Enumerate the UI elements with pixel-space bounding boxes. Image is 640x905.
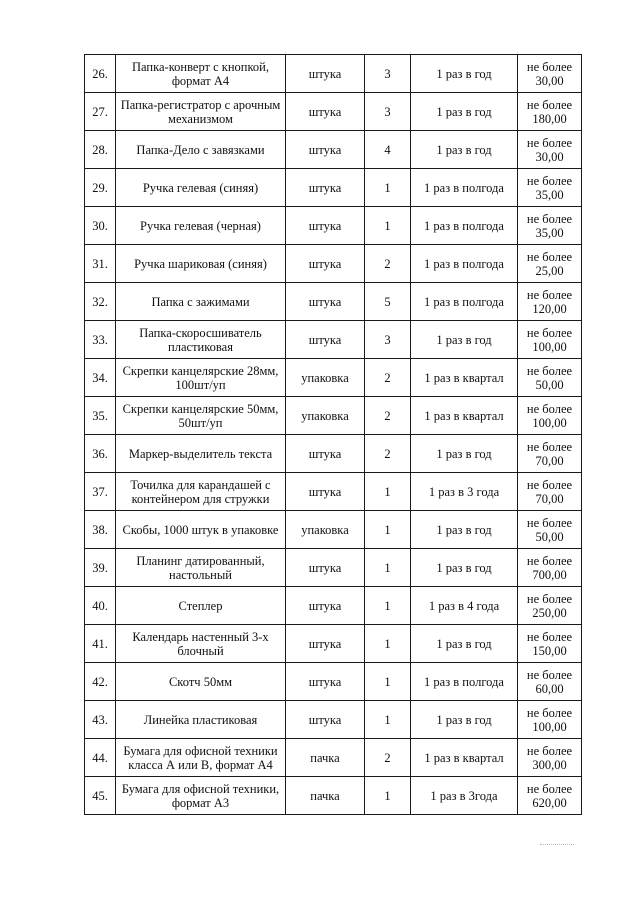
item-price: не более 60,00 [518, 663, 582, 701]
table-row [85, 131, 582, 169]
table-row [85, 549, 582, 587]
item-name: Скрепки канцелярские 28мм, 100шт/уп [116, 359, 286, 397]
item-unit: упаковка [286, 397, 365, 435]
item-quantity: 1 [365, 701, 411, 739]
item-price: не более 120,00 [518, 283, 582, 321]
row-number: 27. [85, 93, 116, 131]
table-row [85, 283, 582, 321]
item-quantity: 1 [365, 777, 411, 815]
item-frequency: 1 раз в полгода [411, 663, 518, 701]
item-unit: штука [286, 321, 365, 359]
item-price: не более 50,00 [518, 359, 582, 397]
item-price: не более 250,00 [518, 587, 582, 625]
table-row [85, 435, 582, 473]
item-name: Скрепки канцелярские 50мм, 50шт/уп [116, 397, 286, 435]
item-quantity: 5 [365, 283, 411, 321]
row-number: 40. [85, 587, 116, 625]
table-row [85, 93, 582, 131]
item-price: не более 50,00 [518, 511, 582, 549]
item-unit: штука [286, 93, 365, 131]
item-unit: штука [286, 131, 365, 169]
item-name: Маркер-выделитель текста [116, 435, 286, 473]
item-price: не более 100,00 [518, 321, 582, 359]
item-frequency: 1 раз в полгода [411, 169, 518, 207]
item-price: не более 35,00 [518, 169, 582, 207]
item-name: Бумага для офисной техники класса А или В, формат А4 [116, 739, 286, 777]
row-number: 37. [85, 473, 116, 511]
item-frequency: 1 раз в год [411, 701, 518, 739]
item-quantity: 1 [365, 587, 411, 625]
item-quantity: 2 [365, 435, 411, 473]
table-row [85, 245, 582, 283]
table-row [85, 55, 582, 93]
item-unit: штука [286, 169, 365, 207]
row-number: 43. [85, 701, 116, 739]
item-unit: штука [286, 283, 365, 321]
table-row [85, 587, 582, 625]
item-price: не более 30,00 [518, 131, 582, 169]
item-frequency: 1 раз в квартал [411, 739, 518, 777]
table-row [85, 625, 582, 663]
row-number: 29. [85, 169, 116, 207]
item-frequency: 1 раз в квартал [411, 397, 518, 435]
item-name: Точилка для карандашей с контейнером для стружки [116, 473, 286, 511]
row-number: 36. [85, 435, 116, 473]
row-number: 41. [85, 625, 116, 663]
table-row [85, 777, 582, 815]
item-name: Степлер [116, 587, 286, 625]
item-name: Папка-Дело с завязками [116, 131, 286, 169]
row-number: 28. [85, 131, 116, 169]
item-frequency: 1 раз в полгода [411, 207, 518, 245]
scan-artifact [540, 844, 574, 851]
item-name: Линейка пластиковая [116, 701, 286, 739]
item-frequency: 1 раз в год [411, 625, 518, 663]
item-unit: штука [286, 663, 365, 701]
item-unit: штука [286, 549, 365, 587]
row-number: 38. [85, 511, 116, 549]
row-number: 44. [85, 739, 116, 777]
item-unit: упаковка [286, 511, 365, 549]
table-row [85, 739, 582, 777]
table-row [85, 321, 582, 359]
item-quantity: 2 [365, 397, 411, 435]
item-frequency: 1 раз в 3года [411, 777, 518, 815]
item-price: не более 300,00 [518, 739, 582, 777]
item-name: Скотч 50мм [116, 663, 286, 701]
row-number: 45. [85, 777, 116, 815]
item-unit: пачка [286, 739, 365, 777]
item-quantity: 2 [365, 359, 411, 397]
row-number: 31. [85, 245, 116, 283]
item-price: не более 180,00 [518, 93, 582, 131]
row-number: 42. [85, 663, 116, 701]
item-unit: штука [286, 207, 365, 245]
item-name: Ручка гелевая (синяя) [116, 169, 286, 207]
item-frequency: 1 раз в полгода [411, 245, 518, 283]
row-number: 33. [85, 321, 116, 359]
item-price: не более 35,00 [518, 207, 582, 245]
item-frequency: 1 раз в год [411, 93, 518, 131]
item-unit: штука [286, 245, 365, 283]
row-number: 30. [85, 207, 116, 245]
item-price: не более 620,00 [518, 777, 582, 815]
item-frequency: 1 раз в год [411, 511, 518, 549]
item-unit: штука [286, 587, 365, 625]
table-row [85, 207, 582, 245]
row-number: 39. [85, 549, 116, 587]
item-quantity: 4 [365, 131, 411, 169]
item-name: Папка-скоросшиватель пластиковая [116, 321, 286, 359]
item-frequency: 1 раз в 4 года [411, 587, 518, 625]
item-quantity: 1 [365, 511, 411, 549]
table-row [85, 663, 582, 701]
row-number: 35. [85, 397, 116, 435]
item-name: Папка-регистратор с арочным механизмом [116, 93, 286, 131]
table-row [85, 511, 582, 549]
item-price: не более 25,00 [518, 245, 582, 283]
item-unit: штука [286, 701, 365, 739]
row-number: 32. [85, 283, 116, 321]
item-quantity: 1 [365, 549, 411, 587]
item-quantity: 2 [365, 245, 411, 283]
item-unit: упаковка [286, 359, 365, 397]
row-number: 34. [85, 359, 116, 397]
supplies-table [84, 54, 582, 815]
item-name: Ручка гелевая (черная) [116, 207, 286, 245]
item-name: Скобы, 1000 штук в упаковке [116, 511, 286, 549]
item-frequency: 1 раз в 3 года [411, 473, 518, 511]
item-frequency: 1 раз в год [411, 131, 518, 169]
item-frequency: 1 раз в полгода [411, 283, 518, 321]
item-quantity: 1 [365, 663, 411, 701]
table-row [85, 397, 582, 435]
item-unit: штука [286, 473, 365, 511]
item-frequency: 1 раз в год [411, 55, 518, 93]
table-row [85, 701, 582, 739]
item-price: не более 100,00 [518, 701, 582, 739]
item-quantity: 1 [365, 473, 411, 511]
item-frequency: 1 раз в год [411, 321, 518, 359]
item-frequency: 1 раз в год [411, 549, 518, 587]
item-price: не более 700,00 [518, 549, 582, 587]
table-row [85, 473, 582, 511]
item-price: не более 70,00 [518, 435, 582, 473]
item-name: Ручка шариковая (синяя) [116, 245, 286, 283]
item-quantity: 1 [365, 207, 411, 245]
item-name: Планинг датированный, настольный [116, 549, 286, 587]
item-price: не более 150,00 [518, 625, 582, 663]
table-row [85, 169, 582, 207]
item-quantity: 3 [365, 93, 411, 131]
item-quantity: 2 [365, 739, 411, 777]
item-unit: штука [286, 435, 365, 473]
item-price: не более 100,00 [518, 397, 582, 435]
table-row [85, 359, 582, 397]
supplies-table-body [85, 55, 582, 815]
item-price: не более 70,00 [518, 473, 582, 511]
item-name: Календарь настенный 3-х блочный [116, 625, 286, 663]
item-quantity: 3 [365, 321, 411, 359]
item-name: Папка-конверт с кнопкой, формат А4 [116, 55, 286, 93]
row-number: 26. [85, 55, 116, 93]
item-unit: пачка [286, 777, 365, 815]
item-frequency: 1 раз в квартал [411, 359, 518, 397]
item-unit: штука [286, 625, 365, 663]
item-quantity: 1 [365, 625, 411, 663]
item-price: не более 30,00 [518, 55, 582, 93]
item-quantity: 3 [365, 55, 411, 93]
item-name: Бумага для офисной техники, формат А3 [116, 777, 286, 815]
item-name: Папка с зажимами [116, 283, 286, 321]
item-quantity: 1 [365, 169, 411, 207]
item-unit: штука [286, 55, 365, 93]
item-frequency: 1 раз в год [411, 435, 518, 473]
